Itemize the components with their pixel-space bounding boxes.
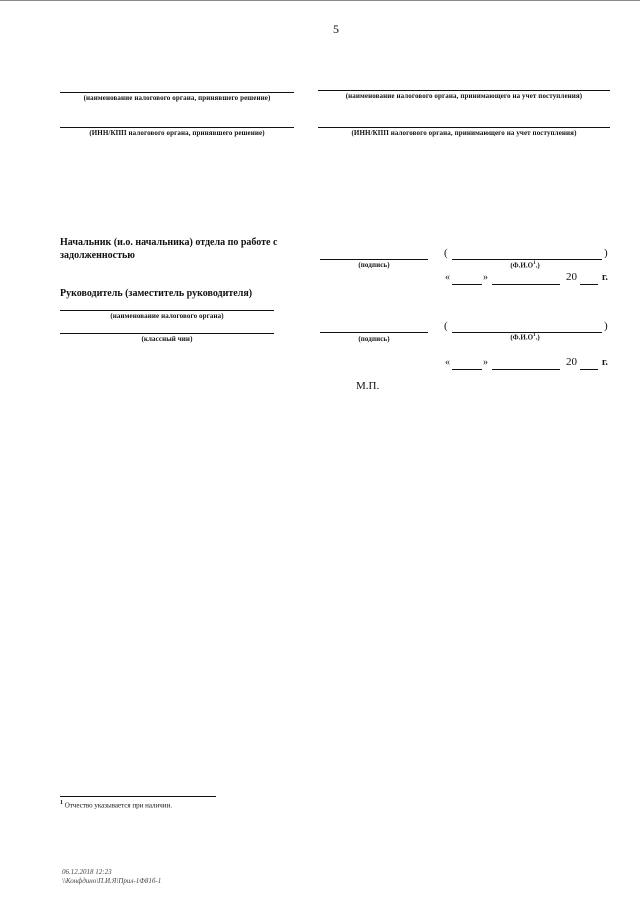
footer-timestamp: 06.12.2018 12:23 <box>62 868 112 876</box>
sig2-month-line[interactable] <box>492 369 560 370</box>
sig2-year-prefix: 20 <box>566 356 577 368</box>
page-top-edge <box>0 0 640 4</box>
right-inn-line <box>318 127 610 128</box>
sig2-title: Руководитель (заместитель руководителя) <box>60 288 253 299</box>
footnote-separator <box>60 796 216 797</box>
page-number: 5 <box>333 22 339 36</box>
left-inn-caption: (ИНН/КПП налогового органа, принявшего решение) <box>89 129 265 137</box>
sig2-org-line <box>60 310 274 311</box>
right-org-name-line <box>318 90 610 91</box>
sig2-quote-open: « <box>445 357 450 368</box>
sig1-fio-caption: $(Ф.И.О^1.)$ <box>510 261 540 270</box>
sig1-year-suffix: г. <box>602 272 608 283</box>
sig2-quote-close: » <box>483 357 488 368</box>
sig2-signature-caption: (подпись) <box>358 335 390 343</box>
sig1-month-line[interactable] <box>492 284 560 285</box>
sig1-quote-close: » <box>483 272 488 283</box>
sig1-signature-caption: (подпись) <box>358 261 390 269</box>
sig2-rank-caption: (классный чин) <box>141 335 193 343</box>
footnote: 1 Отчество указывается при наличии. <box>60 800 173 810</box>
sig2-paren-open: ( <box>444 320 448 332</box>
sig1-paren-open: ( <box>444 247 448 259</box>
left-org-name-caption: (наименование налогового органа, принявшего решение) <box>83 94 271 102</box>
sig2-org-caption: (наименование налогового органа) <box>110 312 224 320</box>
sig2-year-suffix: г. <box>602 357 608 368</box>
left-org-name-line <box>60 92 294 93</box>
sig1-title: Начальник (и.о. начальника) отдела по работе с задолженностью <box>60 237 278 261</box>
sig1-signature-line <box>320 259 428 260</box>
sig1-year-line[interactable] <box>580 284 598 285</box>
sig1-quote-open: « <box>445 272 450 283</box>
stamp-label: М.П. <box>356 380 380 392</box>
sig2-fio-caption: $(Ф.И.О^1.)$ <box>510 333 540 342</box>
sig1-paren-close: ) <box>604 247 608 259</box>
sig2-signature-line <box>320 332 428 333</box>
footer-filepath: \\Конфдино\П.И.Я\Прил-1Ф81б-1 <box>62 877 162 885</box>
left-inn-line <box>60 127 294 128</box>
sig2-year-line[interactable] <box>580 369 598 370</box>
right-inn-caption: (ИНН/КПП налогового органа, принимающего на учет поступления) <box>351 129 577 137</box>
sig2-rank-line <box>60 333 274 334</box>
sig1-fio-line <box>452 259 602 260</box>
right-org-name-caption: (наименование налогового органа, принимающего на учет поступления) <box>345 92 583 100</box>
sig2-day-line[interactable] <box>452 369 482 370</box>
sig1-year-prefix: 20 <box>566 271 577 283</box>
sig1-day-line[interactable] <box>452 284 482 285</box>
sig2-paren-close: ) <box>604 320 608 332</box>
